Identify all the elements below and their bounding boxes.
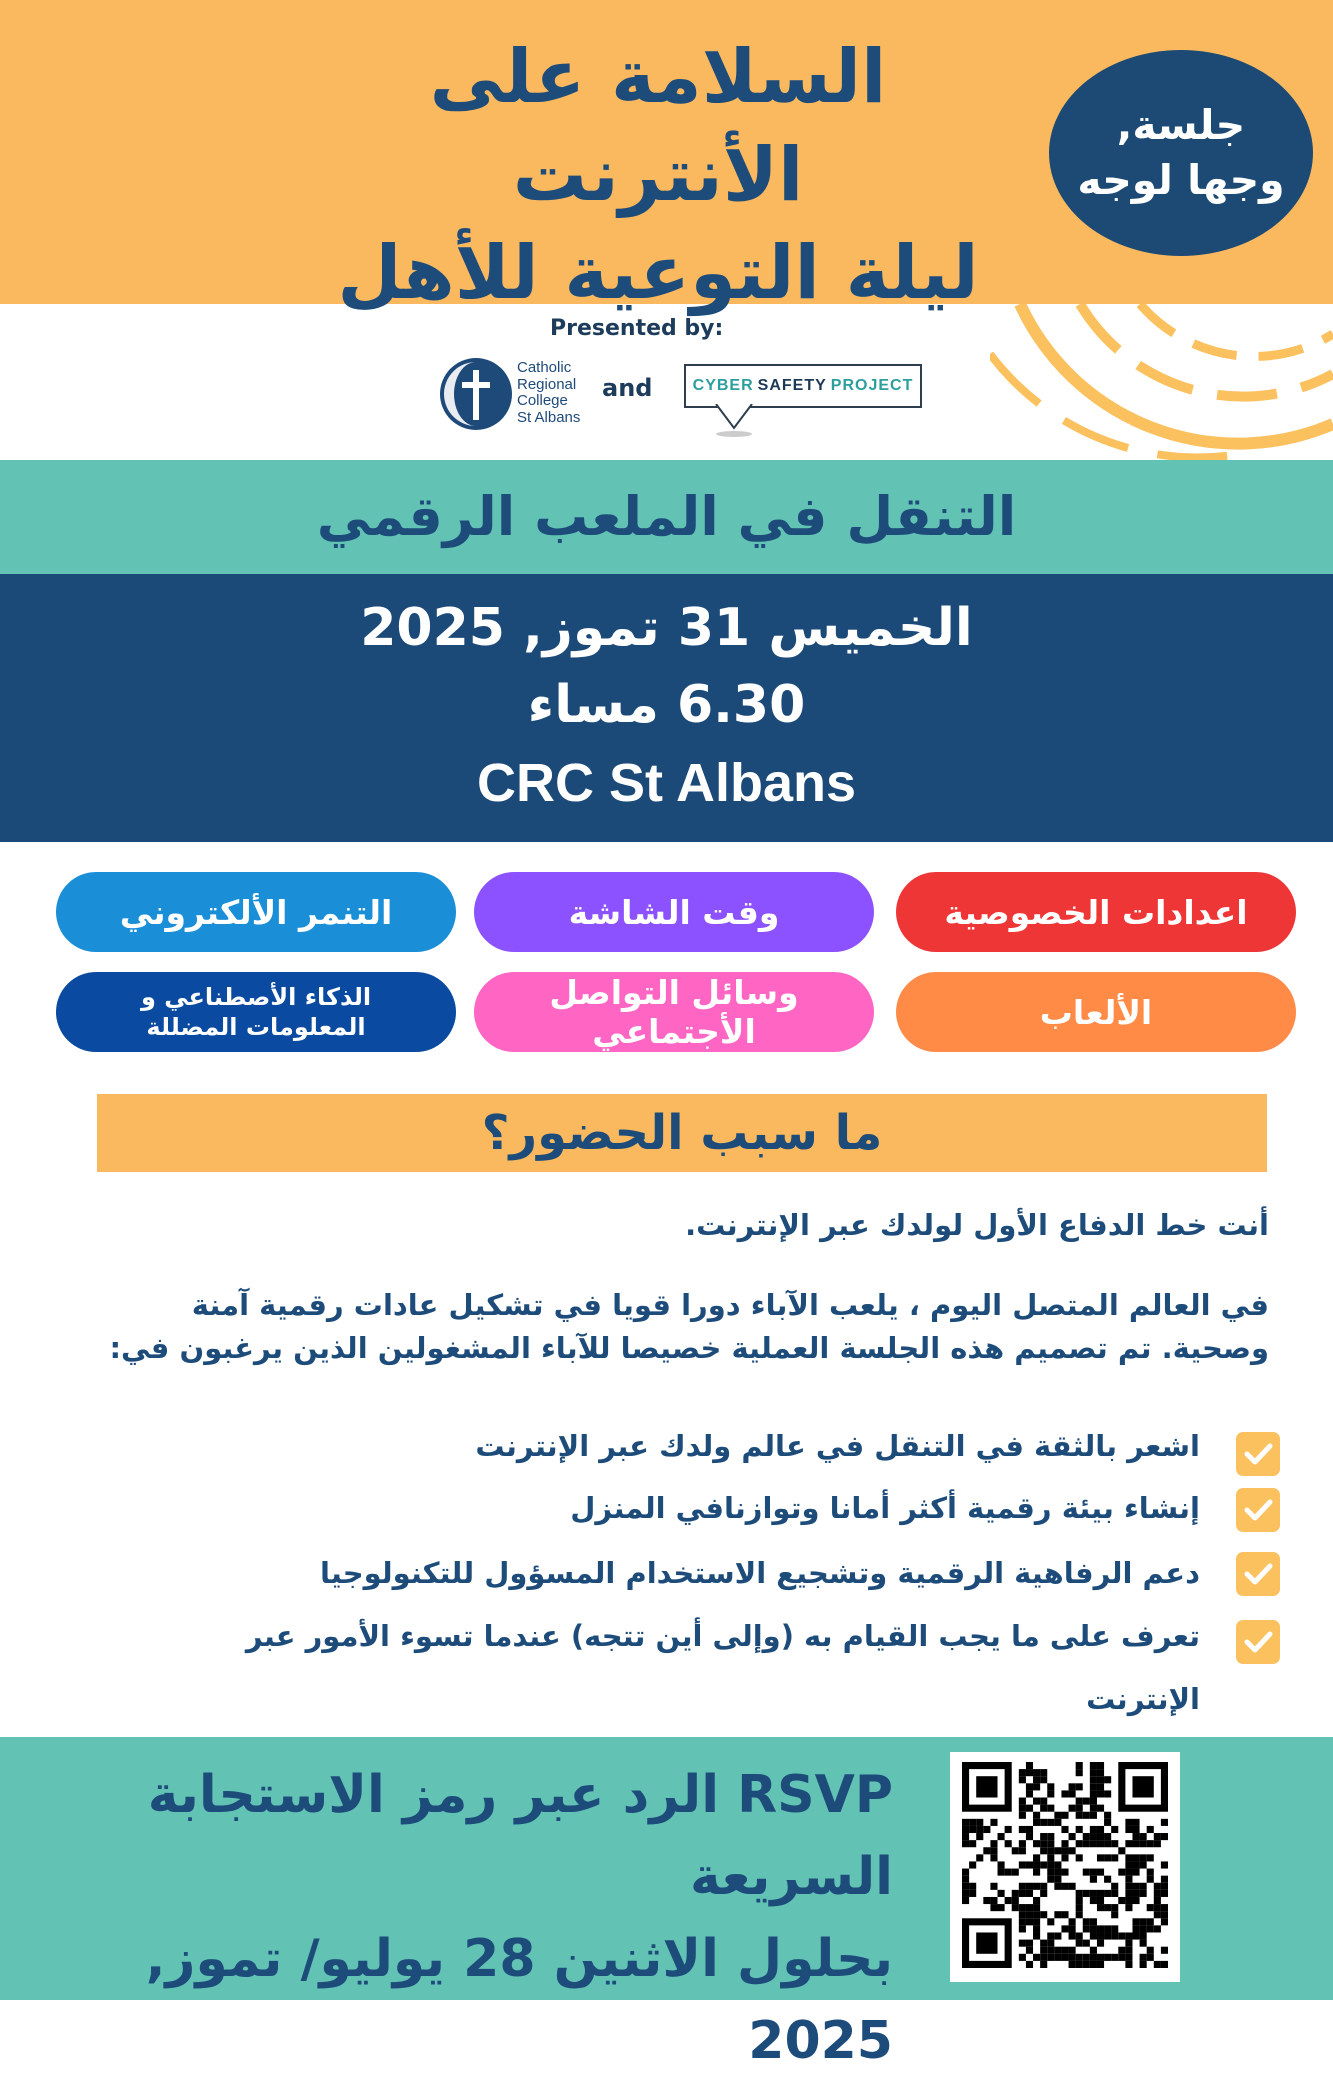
topic-pill-games: [896, 972, 1296, 1052]
event-date: الخميس 31 تموز, 2025: [360, 598, 973, 658]
page-title: [278, 28, 1038, 322]
topic-label-line-1: الذكاء الأصطناعي و: [140, 983, 372, 1011]
csp-project: PROJECT: [830, 377, 914, 394]
decorative-arcs-icon: [990, 304, 1333, 460]
rsvp-text: [13, 1754, 893, 2082]
crc-line: Regional: [517, 375, 577, 393]
benefit-item: تعرف على ما يجب القيام به (وإلى أين تتجه) عندما تسوء الأمور عبر الإنترنت: [245, 1619, 1200, 1716]
crc-logo-text: [517, 360, 580, 426]
event-location: CRC St Albans: [476, 753, 857, 813]
presented-by-label: Presented by:: [550, 316, 724, 341]
cyber-safety-project-logo: [684, 364, 922, 408]
benefit-item: اشعر بالثقة في التنقل في عالم ولدك عبر الإنترنت: [475, 1429, 1200, 1463]
rsvp-line-1: RSVP الرد عبر رمز الاستجابة السريعة: [147, 1765, 893, 1907]
topic-label: اعدادات الخصوصية: [944, 892, 1248, 932]
topic-pill-screen-time: [474, 872, 874, 952]
checkmark-icon: [1236, 1552, 1280, 1596]
speech-tail-icon: [714, 404, 754, 438]
title-line-1: السلامة على الأنترنت: [429, 34, 887, 218]
intro-text: أنت خط الدفاع الأول لولدك عبر الإنترنت.: [685, 1208, 1269, 1242]
topic-label: التنمر الألكتروني: [119, 892, 393, 932]
event-time: 6.30 مساء: [527, 675, 806, 735]
subtitle: التنقل في الملعب الرقمي: [316, 485, 1017, 548]
qr-code-icon[interactable]: [962, 1762, 1168, 1968]
benefit-item: إنشاء بيئة رقمية أكثر أمانا وتوازنافي المنزل: [570, 1491, 1200, 1525]
why-attend-heading: ما سبب الحضور؟: [97, 1094, 1267, 1172]
topic-label: وسائل التواصل الأجتماعي: [549, 973, 799, 1051]
topic-pill-privacy: [896, 872, 1296, 952]
badge-line-1: جلسة,: [1116, 101, 1246, 149]
session-badge: [1049, 50, 1313, 256]
crc-line: St Albans: [517, 408, 581, 426]
title-line-2: ليلة التوعية للأهل: [337, 230, 979, 316]
checkmark-icon: [1236, 1432, 1280, 1476]
csp-safety: SAFETY: [757, 377, 827, 394]
csp-cyber: CYBER: [692, 377, 754, 394]
topic-pill-cyberbullying: [56, 872, 456, 952]
topic-pill-social-media: [474, 972, 874, 1052]
checkmark-icon: [1236, 1620, 1280, 1664]
crc-logo-icon: [438, 356, 514, 432]
body-text: في العالم المتصل اليوم ، يلعب الآباء دورا قويا في تشكيل عادات رقمية آمنة وصحية. تم تصميم هذه الجلسة العملية خصيصا للآباء المشغولين الذين يرغبون في:: [109, 1288, 1269, 1365]
rsvp-line-2: بحلول الاثنين 28 يوليو/ تموز, 2025: [145, 1929, 893, 2071]
benefit-item: دعم الرفاهية الرقمية وتشجيع الاستخدام المسؤول للتكنولوجيا: [319, 1556, 1200, 1590]
topic-label: الألعاب: [1039, 992, 1153, 1032]
topic-pill-ai-misinformation: [56, 972, 456, 1052]
topic-label: وقت الشاشة: [568, 892, 780, 932]
topic-label-line-2: المعلومات المضللة: [146, 1013, 366, 1041]
and-label: and: [602, 374, 653, 402]
badge-line-2: وجها لوجه: [1077, 156, 1285, 204]
crc-line: Catholic: [517, 359, 572, 376]
crc-line: College: [517, 392, 568, 409]
checkmark-icon: [1236, 1488, 1280, 1532]
